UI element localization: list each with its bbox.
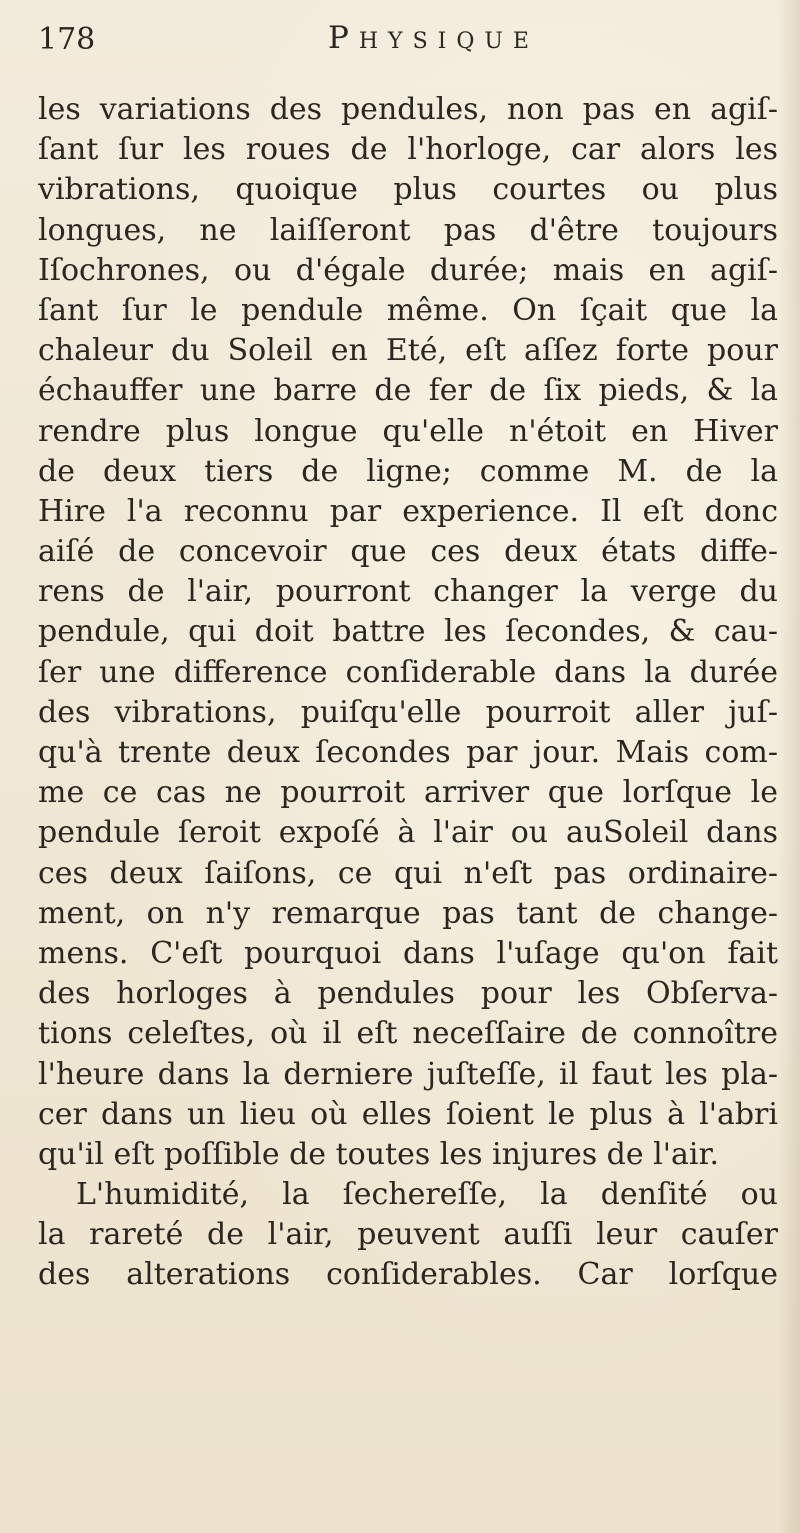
text-line: pendule ſeroit expoſé à l'air ou auSoleil dans <box>38 815 778 851</box>
text-line: les variations des pendules, non pas en agiſ- <box>38 92 778 127</box>
text-line: Iſochrones, ou d'égale durée; mais en agiſ- <box>38 252 778 288</box>
text-line: de deux tiers de ligne; comme M. de la <box>38 453 778 489</box>
text-line: ſer une difference conſiderable dans la durée <box>38 654 778 690</box>
text-line: longues, ne laiſſeront pas d'être toujours <box>38 212 778 248</box>
text-line: cer dans un lieu où elles ſoient le plus à l'abri <box>38 1096 778 1132</box>
text-line: vibrations, quoique plus courtes ou plus <box>38 172 778 208</box>
text-line: L'humidité, la ſechereſſe, la denſité ou <box>76 1177 778 1213</box>
page-edge-shadow <box>778 0 800 1533</box>
text-line: ſant ſur les roues de l'horloge, car alors les <box>38 132 778 168</box>
text-line: l'heure dans la derniere juſteſſe, il faut les pla- <box>38 1056 778 1092</box>
text-line: tions celeſtes, où il eſt neceſſaire de connoître <box>38 1016 778 1052</box>
text-line: des alterations conſiderables. Car lorſque <box>38 1257 778 1293</box>
text-line: échauffer une barre de fer de ſix pieds, & la <box>38 373 778 409</box>
text-line: mens. C'eſt pourquoi dans l'uſage qu'on fait <box>38 935 778 971</box>
text-line: la rareté de l'air, peuvent auſſi leur cauſer <box>38 1217 778 1253</box>
text-line: qu'il eſt poſſible de toutes les injures de l'air. <box>38 1136 720 1172</box>
page-number: 178 <box>38 22 96 57</box>
text-line: pendule, qui doit battre les ſecondes, & cau- <box>38 614 778 650</box>
text-line: ces deux ſaiſons, ce qui n'eſt pas ordinaire- <box>38 855 778 891</box>
text-line: ment, on n'y remarque pas tant de change- <box>38 895 778 931</box>
body-text <box>38 90 778 1296</box>
running-head: Physique <box>328 20 539 56</box>
page-header <box>38 12 778 72</box>
text-line: aiſé de concevoir que ces deux états diffe- <box>38 534 778 570</box>
text-line: chaleur du Soleil en Eté, eſt aſſez forte pour <box>38 333 778 369</box>
text-line: me ce cas ne pourroit arriver que lorſque le <box>38 775 778 811</box>
text-line: des horloges à pendules pour les Obſerva- <box>38 976 778 1012</box>
text-line: qu'à trente deux ſecondes par jour. Mais com- <box>38 735 778 770</box>
text-line: rendre plus longue qu'elle n'étoit en Hiver <box>38 413 778 449</box>
text-line: ſant ſur le pendule même. On ſçait que la <box>38 292 778 328</box>
text-line: des vibrations, puiſqu'elle pourroit aller juſ- <box>38 694 778 730</box>
text-line: Hire l'a reconnu par experience. Il eſt donc <box>38 493 778 529</box>
text-line: rens de l'air, pourront changer la verge du <box>38 574 778 610</box>
